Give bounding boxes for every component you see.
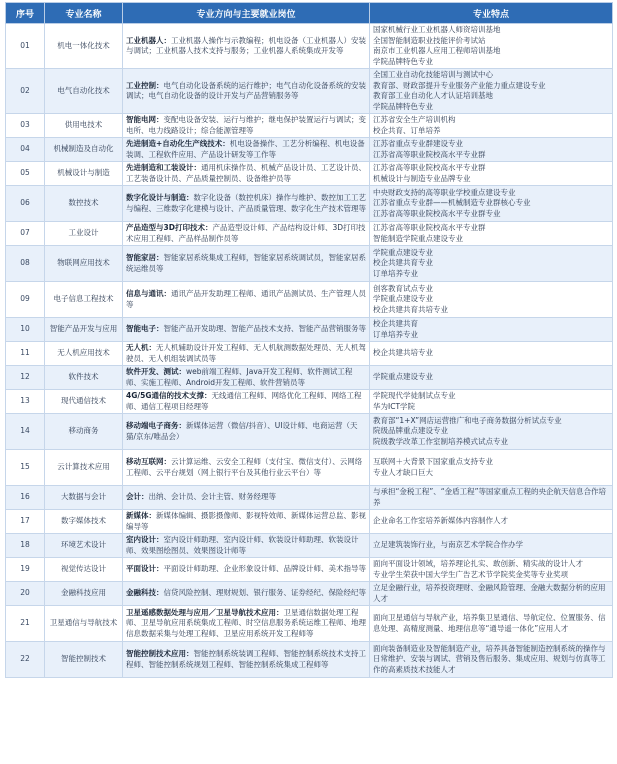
feature-line: 面向平面设计领域，培养理论扎实、敢创新、精实战的设计人才 <box>373 559 583 568</box>
direction-cell <box>123 642 370 678</box>
features-cell <box>370 510 613 534</box>
table-row <box>6 186 613 222</box>
direction-cell <box>123 162 370 186</box>
row-number: 01 <box>6 24 45 69</box>
row-number: 16 <box>6 486 45 510</box>
row-number: 04 <box>6 138 45 162</box>
feature-line: 企业命名工作室培养新媒体内容制作人才 <box>373 516 508 526</box>
table-row <box>6 114 613 138</box>
table-body <box>6 24 613 678</box>
features-cell <box>370 414 613 450</box>
row-number: 06 <box>6 186 45 222</box>
features-cell <box>370 138 613 162</box>
direction-heading: 工业机器人： <box>126 35 171 45</box>
direction-jobs: 无人机辅助设计开发工程师、无人机航测数据处理员、无人机驾驶员、无人机组装调试员等 <box>126 343 366 363</box>
major-name: 物联网应用技术 <box>45 246 123 282</box>
major-table <box>5 2 613 678</box>
features-cell <box>370 366 613 390</box>
major-name: 移动商务 <box>45 414 123 450</box>
direction-jobs: web前端工程师、Java开发工程师、软件测试工程师、实施工程师、Android开发工程师、软件营销员等 <box>126 367 353 387</box>
table-row <box>6 69 613 114</box>
feature-line: 江苏省重点专业群——机械制造专业群核心专业 <box>373 198 531 208</box>
feature-line: 面向装备制造业及智能制造产业，培养具备智能制造控制系统的操作与日常维护、安装与调试、营销及售后服务、集成应用、规划与仿真等工作的高素质技术技能人才 <box>373 643 606 674</box>
table-row <box>6 342 613 366</box>
feature-line: 教育部工业自动化人才认证培训基地 <box>373 91 493 100</box>
direction-cell <box>123 282 370 318</box>
major-name: 数控技术 <box>45 186 123 222</box>
feature-line: 校企共建共培专业 <box>373 348 433 358</box>
direction-cell <box>123 318 370 342</box>
feature-line: 机械设计与制造专业品牌专业 <box>373 173 471 183</box>
table-row <box>6 246 613 282</box>
feature-line: 院级品牌重点建设专业 <box>373 426 448 436</box>
features-cell <box>370 582 613 606</box>
direction-cell <box>123 24 370 69</box>
direction-jobs: 产品造型设计师、产品结构设计师、3D打印技术应用工程师、产品样品制作员等 <box>126 223 366 243</box>
direction-jobs: 智能家居系统集成工程师，智能家居系统调试员，智能家居系统运维员等 <box>126 253 366 273</box>
feature-line: 全国智能制造职业技能评价考试站 <box>373 35 486 45</box>
row-number: 18 <box>6 534 45 558</box>
feature-line: 校企共育、订单培养 <box>373 125 441 135</box>
feature-line: 教育部“1+X”网店运营推广和电子商务数据分析试点专业 <box>373 415 562 425</box>
table-row <box>6 282 613 318</box>
row-number: 19 <box>6 558 45 582</box>
direction-heading: 先进制造+自动化生产线技术： <box>126 139 230 148</box>
direction-jobs: 卫星通信数据处理工程师、卫星导航应用系统集成工程师、时空信息服务系统运维工程师、地理信息数据采集与处理工程师、卫星应用系统开发工程师等 <box>126 607 366 638</box>
direction-jobs: 智能控制系统装调工程师、智能控制系统技术支持工程师、智能控制系统规划工程师、智能控制系统集成工程师等 <box>126 649 366 669</box>
feature-line: 学院品牌特色专业 <box>373 56 433 66</box>
features-cell <box>370 282 613 318</box>
major-name: 机械制造及自动化 <box>45 138 123 162</box>
direction-jobs: 室内设计师助理、室内设计师、软装设计师助理、软装设计师、效果图绘图员、效果图设计师等 <box>126 535 359 555</box>
features-cell <box>370 246 613 282</box>
table-row <box>6 642 613 678</box>
direction-heading: 智能电网： <box>126 115 164 124</box>
direction-heading: 平面设计： <box>126 564 164 574</box>
row-number: 20 <box>6 582 45 606</box>
feature-line: 江苏省高等职业院校高水平专业群 <box>373 149 486 159</box>
direction-heading: 无人机： <box>126 343 156 352</box>
major-name: 卫星通信与导航技术 <box>45 606 123 642</box>
table-row <box>6 222 613 246</box>
direction-heading: 先进制造和工装设计： <box>126 163 201 172</box>
direction-heading: 会计： <box>126 492 149 502</box>
direction-cell <box>123 414 370 450</box>
row-number: 12 <box>6 366 45 390</box>
features-cell <box>370 222 613 246</box>
header-direction: 专业方向与主要就业岗位 <box>123 3 370 24</box>
feature-line: 学院重点建设专业 <box>373 247 433 257</box>
row-number: 15 <box>6 450 45 486</box>
feature-line: 专业学生荣获中国大学生广告艺术节学院奖金奖等专业奖项 <box>373 569 568 579</box>
direction-cell <box>123 366 370 390</box>
feature-line: 校企共建共育共培专业 <box>373 304 448 314</box>
table-row <box>6 390 613 414</box>
feature-line: 学院现代学徒制试点专业 <box>373 391 456 400</box>
direction-jobs: 信贷风险控制、理财规划、银行服务、证券经纪、保险经纪等 <box>163 588 366 598</box>
table-row <box>6 366 613 390</box>
features-cell <box>370 606 613 642</box>
feature-line: 订单培养专业 <box>373 268 418 278</box>
major-name: 供用电技术 <box>45 114 123 138</box>
features-cell <box>370 162 613 186</box>
direction-cell <box>123 69 370 114</box>
features-cell <box>370 24 613 69</box>
features-cell <box>370 486 613 510</box>
table-row <box>6 318 613 342</box>
feature-line: 学院品牌特色专业 <box>373 101 433 111</box>
direction-jobs: 智能产品开发助理、智能产品技术支持、智能产品营销服务等 <box>163 324 366 334</box>
feature-line: 立足建筑装饰行业，与南京艺术学院合作办学 <box>373 540 523 550</box>
major-name: 电子信息工程技术 <box>45 282 123 318</box>
direction-cell <box>123 486 370 510</box>
table-row <box>6 486 613 510</box>
row-number: 02 <box>6 69 45 114</box>
feature-line: 立足金融行业，培养投资理财、金融风险管理、金融大数据分析的应用人才 <box>373 583 606 603</box>
feature-line: 中央财政支持的高等职业学校重点建设专业 <box>373 187 516 197</box>
row-number: 13 <box>6 390 45 414</box>
direction-cell <box>123 246 370 282</box>
features-cell <box>370 642 613 678</box>
direction-heading: 智能控制技术应用： <box>126 649 194 658</box>
major-name: 智能产品开发与应用 <box>45 318 123 342</box>
features-cell <box>370 186 613 222</box>
major-name: 环境艺术设计 <box>45 534 123 558</box>
row-number: 14 <box>6 414 45 450</box>
major-name: 现代通信技术 <box>45 390 123 414</box>
row-number: 17 <box>6 510 45 534</box>
direction-jobs: 工业机器人操作与示教编程；机电设备（工业机器人）安装与调试；工业机器人技术支持与服务；工业机器人系统集成开发等 <box>126 35 366 55</box>
direction-jobs: 数字化设备（数控机床）操作与维护、数控加工工艺与编程、三维数字化建模与设计、产品质量管理、数字化生产技术管理等 <box>126 193 366 213</box>
feature-line: 订单培养专业 <box>373 329 418 339</box>
direction-heading: 移动互联网： <box>126 457 171 466</box>
direction-jobs: 通讯产品开发助理工程师、通讯产品测试员、生产管理人员等 <box>126 289 366 309</box>
major-name: 机电一体化技术 <box>45 24 123 69</box>
features-cell <box>370 534 613 558</box>
major-name: 数字媒体技术 <box>45 510 123 534</box>
direction-cell <box>123 186 370 222</box>
feature-line: 江苏省安全生产培训机构 <box>373 115 456 124</box>
row-number: 10 <box>6 318 45 342</box>
major-name: 云计算技术应用 <box>45 450 123 486</box>
table-header <box>6 3 613 24</box>
direction-jobs: 无线通信工程师、网络优化工程师、网络工程师、通信工程项目经理等 <box>126 391 362 411</box>
direction-heading: 产品造型与3D打印技术： <box>126 223 213 232</box>
feature-line: 江苏省高等职业院校高水平专业群 <box>373 223 486 232</box>
feature-line: 互联网＋大背景下国家重点支持专业 <box>373 457 493 466</box>
features-cell <box>370 114 613 138</box>
table-row <box>6 582 613 606</box>
direction-heading: 卫星遥感数据处理与应用／卫星导航技术应用： <box>126 607 284 617</box>
direction-heading: 工业控制： <box>126 80 164 90</box>
row-number: 03 <box>6 114 45 138</box>
direction-cell <box>123 582 370 606</box>
table-row <box>6 162 613 186</box>
direction-heading: 数字化设计与制造： <box>126 193 194 202</box>
feature-line: 专业人才缺口巨大 <box>373 467 433 477</box>
direction-heading: 移动端电子商务： <box>126 421 186 430</box>
table-row <box>6 606 613 642</box>
header-features: 专业特点 <box>370 3 613 24</box>
direction-jobs: 平面设计师助理、企业形象设计师、品牌设计师、美术指导等 <box>163 564 366 574</box>
major-name: 无人机应用技术 <box>45 342 123 366</box>
features-cell <box>370 342 613 366</box>
features-cell <box>370 390 613 414</box>
row-number: 07 <box>6 222 45 246</box>
table-row <box>6 414 613 450</box>
major-name: 金融科技应用 <box>45 582 123 606</box>
major-table-container <box>5 2 612 678</box>
feature-line: 江苏省重点专业群建设专业 <box>373 139 463 148</box>
feature-line: 南京市工业机器人应用工程师培训基地 <box>373 46 501 55</box>
major-name: 智能控制技术 <box>45 642 123 678</box>
direction-jobs: 变配电设备安装、运行与维护；继电保护装置运行与调试；变电所、电力线路设计；综合能源管理等 <box>126 115 366 135</box>
direction-heading: 4G/5G通信的技术支撑： <box>126 391 212 400</box>
direction-cell <box>123 450 370 486</box>
feature-line: 院级教学改革工作室制培养模式试点专业 <box>373 436 508 446</box>
feature-line: 江苏省高等职业院校高水平专业群专业 <box>373 208 501 218</box>
row-number: 05 <box>6 162 45 186</box>
direction-jobs: 电气自动化设备系统的运行维护；电气自动化设备系统的安装调试；电气自动化设备的设计开发与产品营销服务等 <box>126 80 366 100</box>
direction-cell <box>123 390 370 414</box>
direction-heading: 软件开发、测试： <box>126 367 186 376</box>
row-number: 22 <box>6 642 45 678</box>
features-cell <box>370 318 613 342</box>
row-number: 08 <box>6 246 45 282</box>
feature-line: 国家机械行业工业机器人师资培训基地 <box>373 25 501 34</box>
direction-heading: 智能家居： <box>126 253 164 262</box>
direction-cell <box>123 534 370 558</box>
direction-jobs: 机电设备操作、工艺分析编程、机电设备装调、工程软件应用、产品设计研发等工作等 <box>126 139 365 159</box>
feature-line: 教育部、财政部提升专业服务产业能力重点建设专业 <box>373 80 546 90</box>
feature-line: 江苏省高等职业院校高水平专业群 <box>373 163 486 172</box>
direction-heading: 智能电子： <box>126 324 164 334</box>
direction-jobs: 新媒体运营（微信/抖音）、UI设计师、电商运营（天猫/京东/唯品会） <box>126 421 358 441</box>
feature-line: 校企共建共育专业 <box>373 258 433 268</box>
major-name: 机械设计与制造 <box>45 162 123 186</box>
direction-cell <box>123 114 370 138</box>
table-row <box>6 24 613 69</box>
feature-line: 与承担“金税工程”、“金盾工程”等国家重点工程的央企航天信息合作培养 <box>373 487 607 507</box>
direction-jobs: 通用机床操作员、机械产品设计员、工艺设计员、工艺装备设计员、产品质量控制员、设备维护员等 <box>126 163 366 183</box>
feature-line: 学院重点建设专业 <box>373 372 433 382</box>
direction-heading: 室内设计： <box>126 535 164 544</box>
table-row <box>6 138 613 162</box>
feature-line: 校企共建共育 <box>373 319 418 328</box>
major-name: 大数据与会计 <box>45 486 123 510</box>
header-name: 专业名称 <box>45 3 123 24</box>
direction-heading: 信息与通讯： <box>126 289 171 298</box>
direction-heading: 金融科技： <box>126 588 164 598</box>
feature-line: 智能制造学院重点建设专业 <box>373 233 463 243</box>
features-cell <box>370 558 613 582</box>
header-no: 序号 <box>6 3 45 24</box>
direction-cell <box>123 222 370 246</box>
major-name: 工业设计 <box>45 222 123 246</box>
table-row <box>6 450 613 486</box>
features-cell <box>370 450 613 486</box>
direction-cell <box>123 342 370 366</box>
direction-jobs: 新媒体编辑、摄影摄像师、影视特效师、新媒体运营总监、影视编导等 <box>126 511 366 531</box>
major-name: 电气自动化技术 <box>45 69 123 114</box>
row-number: 09 <box>6 282 45 318</box>
table-row <box>6 558 613 582</box>
feature-line: 全国工业自动化技能培训与测试中心 <box>373 70 493 79</box>
table-row <box>6 510 613 534</box>
direction-cell <box>123 606 370 642</box>
major-name: 视觉传达设计 <box>45 558 123 582</box>
row-number: 21 <box>6 606 45 642</box>
table-row <box>6 534 613 558</box>
feature-line: 创客教育试点专业 <box>373 283 433 293</box>
major-name: 软件技术 <box>45 366 123 390</box>
direction-cell <box>123 558 370 582</box>
feature-line: 面向卫星通信与导航产业，培养集卫星通信、导航定位、位置服务、信息处理、高精度测量、地理信息等“通导遥一体化”应用人才 <box>373 613 606 633</box>
features-cell <box>370 69 613 114</box>
feature-line: 学院重点建设专业 <box>373 294 433 304</box>
direction-jobs: 云计算运维、云安全工程师（支付宝、微信支付）、云网络工程师、云平台规划（网上银行平台及其他行业云平台）等 <box>126 457 363 477</box>
direction-jobs: 出纳、会计员、会计主管、财务经理等 <box>148 492 276 502</box>
direction-cell <box>123 510 370 534</box>
direction-cell <box>123 138 370 162</box>
row-number: 11 <box>6 342 45 366</box>
feature-line: 华为ICT学院 <box>373 401 416 411</box>
direction-heading: 新媒体： <box>126 511 156 520</box>
